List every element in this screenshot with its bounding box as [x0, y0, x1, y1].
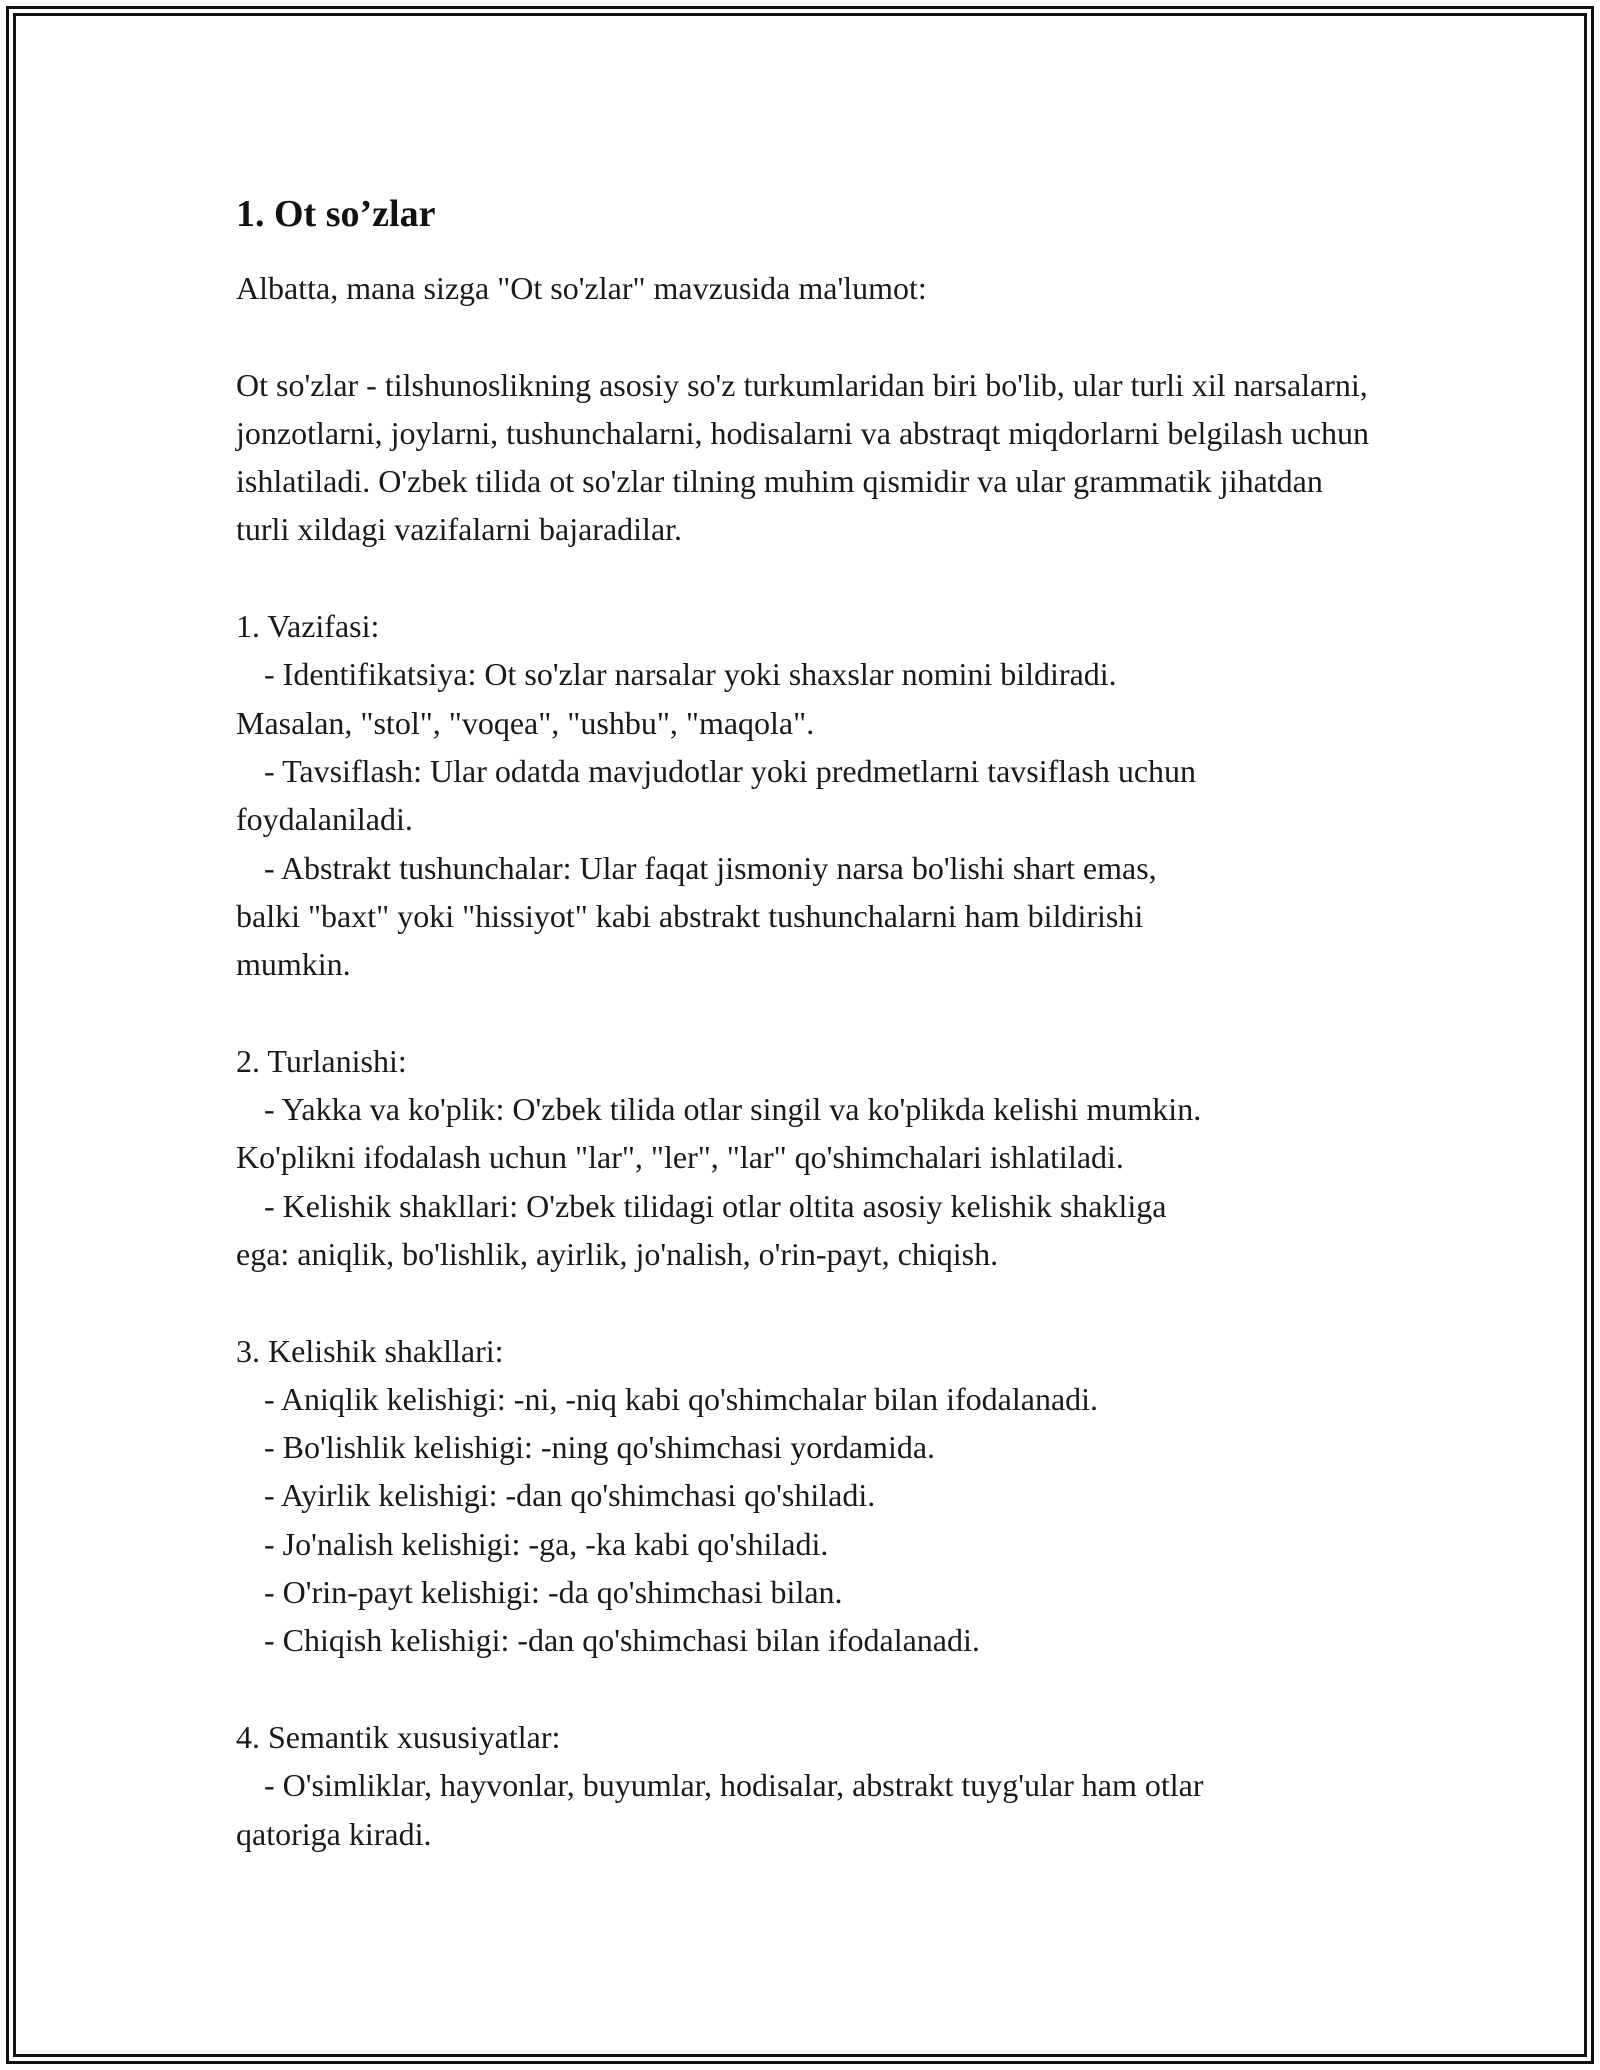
list-item: - O'rin-payt kelishigi: -da qo'shimchasi bilan.	[264, 1574, 843, 1611]
list-item: - Yakka va ko'plik: O'zbek tilida otlar singil va ko'plikda kelishi mumkin.	[264, 1091, 1202, 1128]
section-heading: 2. Turlanishi:	[236, 1042, 407, 1079]
list-item-continuation: qatoriga kiradi.	[236, 1815, 432, 1852]
section-heading: 3. Kelishik shakllari:	[236, 1332, 504, 1369]
list-item: - Jo'nalish kelishigi: -ga, -ka kabi qo'shiladi.	[264, 1525, 829, 1562]
section-semantik-xususiyatlar	[236, 1713, 1396, 1858]
section-turlanishi	[236, 1037, 1396, 1278]
list-item: - Kelishik shakllari: O'zbek tilidagi otlar oltita asosiy kelishik shakliga	[264, 1187, 1167, 1224]
section-heading: 1. Vazifasi:	[236, 608, 380, 645]
list-item: - Chiqish kelishigi: -dan qo'shimchasi bilan ifodalanadi.	[264, 1622, 980, 1659]
list-item-continuation: Masalan, "stol", "voqea", "ushbu", "maqola".	[236, 704, 815, 741]
document-title: 1. Ot so’zlar	[236, 193, 436, 235]
paragraph-gap	[236, 1278, 1396, 1326]
list-item-continuation: ega: aniqlik, bo'lishlik, ayirlik, jo'nalish, o'rin-payt, chiqish.	[236, 1235, 999, 1272]
section-heading: 4. Semantik xususiyatlar:	[236, 1718, 561, 1755]
list-item: - Tavsiflash: Ular odatda mavjudotlar yoki predmetlarni tavsiflash uchun	[264, 752, 1197, 789]
list-item: - Aniqlik kelishigi: -ni, -niq kabi qo'shimchalar bilan ifodalanadi.	[264, 1380, 1099, 1417]
list-item: - Abstrakt tushunchalar: Ular faqat jismoniy narsa bo'lishi shart emas,	[264, 849, 1157, 886]
list-item-continuation: Ko'plikni ifodalash uchun "lar", "ler", "lar" qo'shimchalari ishlatiladi.	[236, 1139, 1124, 1176]
list-item-continuation: mumkin.	[236, 946, 351, 983]
list-item: - O'simliklar, hayvonlar, buyumlar, hodisalar, abstrakt tuyg'ular ham otlar	[264, 1767, 1204, 1804]
list-item: - Bo'lishlik kelishigi: -ning qo'shimchasi yordamida.	[264, 1429, 936, 1466]
list-item-continuation: foydalaniladi.	[236, 801, 413, 838]
section-vazifasi	[236, 602, 1396, 988]
section-kelishik-shakllari	[236, 1327, 1396, 1665]
list-item: - Ayirlik kelishigi: -dan qo'shimchasi qo'shiladi.	[264, 1477, 876, 1514]
intro-paragraph: Albatta, mana sizga "Ot so'zlar" mavzusida ma'lumot:	[236, 270, 927, 306]
document-body	[236, 188, 1396, 1858]
definition-paragraph: Ot so'zlar - tilshunoslikning asosiy so'z turkumlaridan biri bo'lib, ular turli xil narsalarni, jonzotlarni, joylarni, tushunchalarni, hodisalarni va abstraqt miqdorlarni belgilash uchun ishlatiladi. O'zbek tilida ot so'zlar tilning muhim qismidir va ular grammatik jihatdan turli xildagi vazifalarni bajaradilar.	[236, 366, 1370, 548]
paragraph-gap	[236, 554, 1396, 602]
paragraph-gap	[236, 988, 1396, 1036]
list-item-continuation: balki "baxt" yoki "hissiyot" kabi abstrakt tushunchalarni ham bildirishi	[236, 897, 1144, 934]
paragraph-gap	[236, 312, 1396, 360]
paragraph-gap	[236, 1665, 1396, 1713]
list-item: - Identifikatsiya: Ot so'zlar narsalar yoki shaxslar nomini bildiradi.	[264, 656, 1117, 693]
